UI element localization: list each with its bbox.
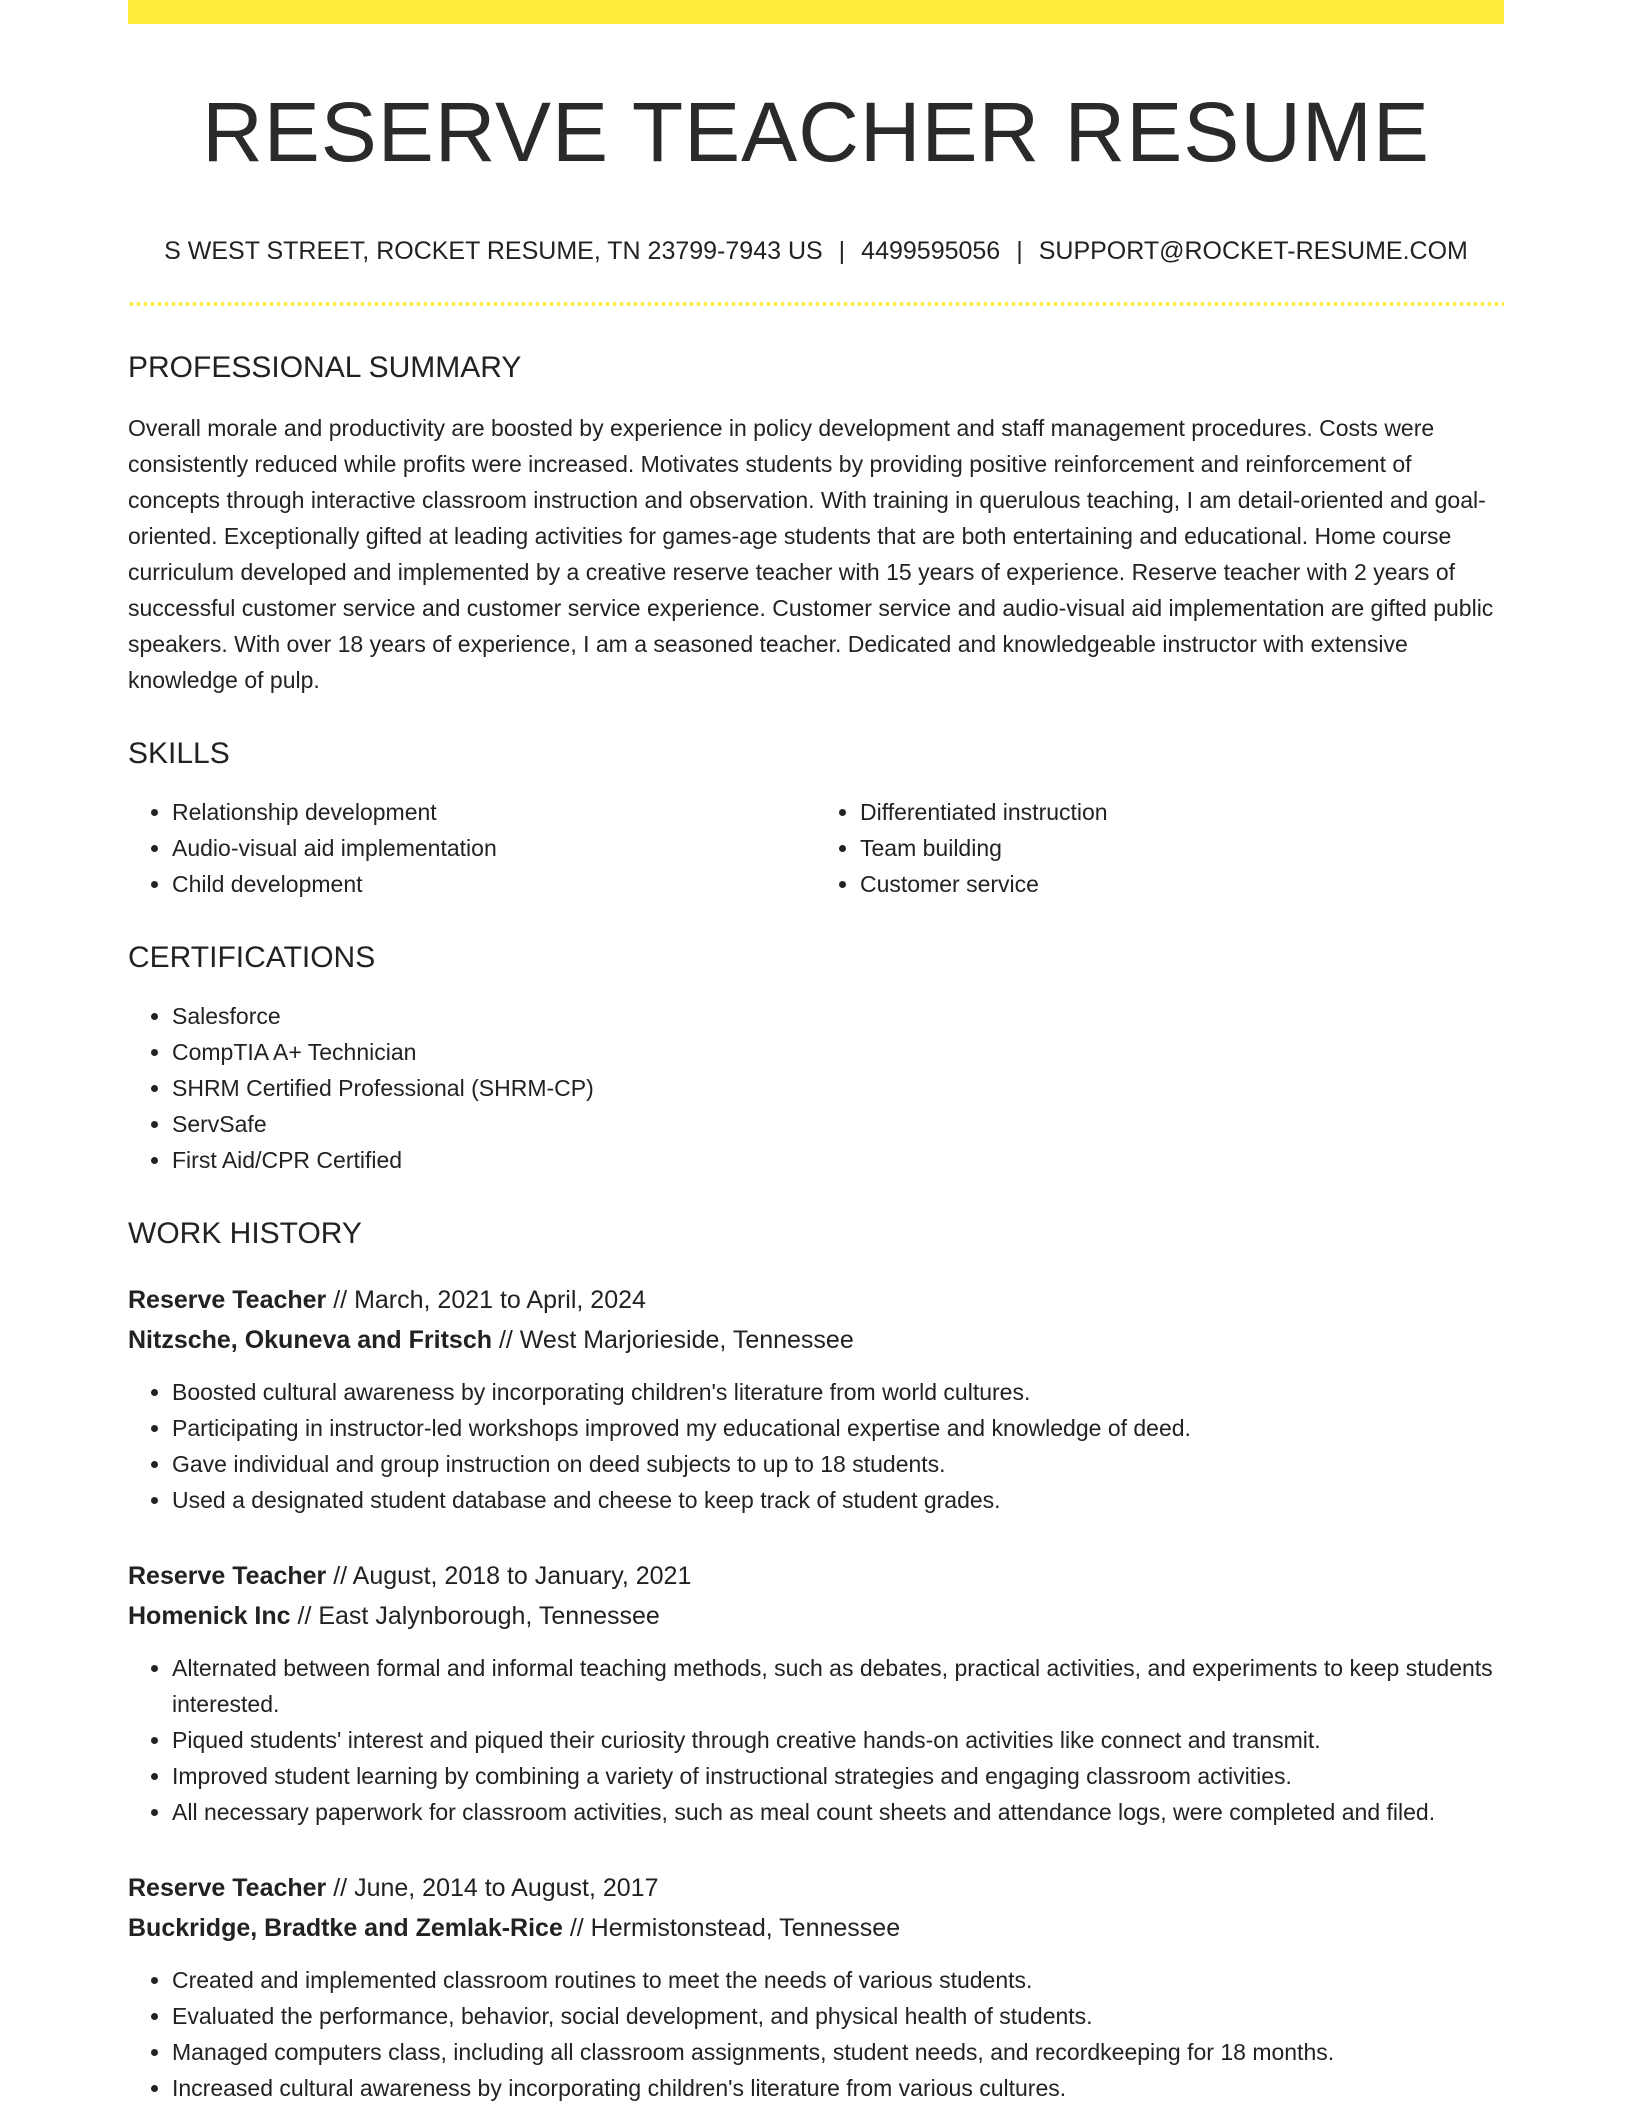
certification-item: • Salesforce bbox=[172, 998, 1504, 1034]
job-location: // West Marjorieside, Tennessee bbox=[492, 1326, 854, 1355]
skills-column-left bbox=[128, 794, 816, 902]
job-company-line bbox=[128, 1320, 1504, 1360]
job-bullets bbox=[128, 1650, 1504, 1830]
certification-item: • First Aid/CPR Certified bbox=[172, 1142, 1504, 1178]
job-dates: // August, 2018 to January, 2021 bbox=[326, 1562, 692, 1591]
skill-item: • Child development bbox=[172, 866, 816, 902]
job-bullet: • Created and implemented classroom routines to meet the needs of various students. bbox=[172, 1962, 1504, 1998]
job-company-line bbox=[128, 1908, 1504, 1948]
resume-page bbox=[128, 0, 1504, 2106]
summary-heading: PROFESSIONAL SUMMARY bbox=[128, 351, 522, 385]
dotted-divider bbox=[128, 302, 1504, 306]
job-role: Reserve Teacher bbox=[128, 1562, 327, 1591]
skills-list bbox=[128, 794, 1504, 902]
contact-separator: | bbox=[838, 237, 846, 266]
job-bullet: • Boosted cultural awareness by incorporating children's literature from world cultures. bbox=[172, 1374, 1504, 1410]
job-bullets bbox=[128, 1962, 1504, 2106]
job-dates: // March, 2021 to April, 2024 bbox=[326, 1286, 646, 1315]
contact-address: S WEST STREET, ROCKET RESUME, TN 23799-7943 US bbox=[164, 237, 823, 266]
job-bullet: • Participating in instructor-led workshops improved my educational expertise and knowledge of deed. bbox=[172, 1410, 1504, 1446]
skill-item: • Team building bbox=[860, 830, 1504, 866]
contact-email: SUPPORT@ROCKET-RESUME.COM bbox=[1038, 237, 1468, 266]
skills-column-right bbox=[816, 794, 1504, 902]
job-role-line bbox=[128, 1280, 1504, 1320]
top-accent-bar bbox=[128, 0, 1504, 24]
job-bullet: • Alternated between formal and informal teaching methods, such as debates, practical activities, and experiments to keep students interested. bbox=[172, 1650, 1504, 1722]
job-entry bbox=[128, 1280, 1504, 1518]
job-bullet: • Managed computers class, including all classroom assignments, student needs, and recordkeeping for 18 months. bbox=[172, 2034, 1504, 2070]
job-bullet: • Increased cultural awareness by incorporating children's literature from various cultures. bbox=[172, 2070, 1504, 2106]
job-role: Reserve Teacher bbox=[128, 1286, 327, 1315]
job-location: // Hermistonstead, Tennessee bbox=[562, 1914, 901, 1943]
job-role: Reserve Teacher bbox=[128, 1874, 327, 1903]
job-bullet: • Improved student learning by combining a variety of instructional strategies and engaging classroom activities. bbox=[172, 1758, 1504, 1794]
skill-item: • Relationship development bbox=[172, 794, 816, 830]
work-history-heading: WORK HISTORY bbox=[128, 1217, 362, 1251]
certifications-heading: CERTIFICATIONS bbox=[128, 941, 376, 975]
job-bullet: • Gave individual and group instruction on deed subjects to up to 18 students. bbox=[172, 1446, 1504, 1482]
skill-item: • Differentiated instruction bbox=[860, 794, 1504, 830]
certification-item: • CompTIA A+ Technician bbox=[172, 1034, 1504, 1070]
job-company-line bbox=[128, 1596, 1504, 1636]
contact-line bbox=[128, 236, 1504, 266]
job-bullet: • Used a designated student database and cheese to keep track of student grades. bbox=[172, 1482, 1504, 1518]
job-role-line bbox=[128, 1556, 1504, 1596]
job-bullets bbox=[128, 1374, 1504, 1518]
job-role-line bbox=[128, 1868, 1504, 1908]
job-location: // East Jalynborough, Tennessee bbox=[290, 1602, 660, 1631]
job-dates: // June, 2014 to August, 2017 bbox=[326, 1874, 659, 1903]
skill-item: • Audio-visual aid implementation bbox=[172, 830, 816, 866]
job-bullet: • Evaluated the performance, behavior, social development, and physical health of students. bbox=[172, 1998, 1504, 2034]
certification-item: • ServSafe bbox=[172, 1106, 1504, 1142]
contact-phone: 4499595056 bbox=[861, 237, 1001, 266]
skill-item: • Customer service bbox=[860, 866, 1504, 902]
skills-heading: SKILLS bbox=[128, 737, 230, 771]
summary-text: Overall morale and productivity are boosted by experience in policy development and staff management procedures. Costs were consistently reduced while profits were increased. Motivates students by providing positive reinforcement and reinforcement of concepts through interactive classroom instruction and observation. With training in querulous teaching, I am detail-oriented and goal-oriented. Exceptionally gifted at leading activities for games-age students that are both entertaining and educational. Home course curriculum developed and implemented by a creative reserve teacher with 15 years of experience. Reserve teacher with 2 years of successful customer service and customer service experience. Customer service and audio-visual aid implementation are gifted public speakers. With over 18 years of experience, I am a seasoned teacher. Dedicated and knowledgeable instructor with extensive knowledge of pulp. bbox=[128, 415, 1494, 694]
certification-item: • SHRM Certified Professional (SHRM-CP) bbox=[172, 1070, 1504, 1106]
job-bullet: • All necessary paperwork for classroom activities, such as meal count sheets and attendance logs, were completed and filed. bbox=[172, 1794, 1504, 1830]
job-company: Buckridge, Bradtke and Zemlak-Rice bbox=[128, 1914, 563, 1943]
job-entry bbox=[128, 1556, 1504, 1830]
contact-separator: | bbox=[1016, 237, 1023, 266]
job-bullet: • Piqued students' interest and piqued their curiosity through creative hands-on activities like connect and transmit. bbox=[172, 1722, 1504, 1758]
job-entry bbox=[128, 1868, 1504, 2106]
resume-title: RESERVE TEACHER RESUME bbox=[202, 85, 1430, 179]
job-company: Homenick Inc bbox=[128, 1602, 291, 1631]
certifications-list bbox=[128, 998, 1504, 1178]
job-company: Nitzsche, Okuneva and Fritsch bbox=[128, 1326, 492, 1355]
